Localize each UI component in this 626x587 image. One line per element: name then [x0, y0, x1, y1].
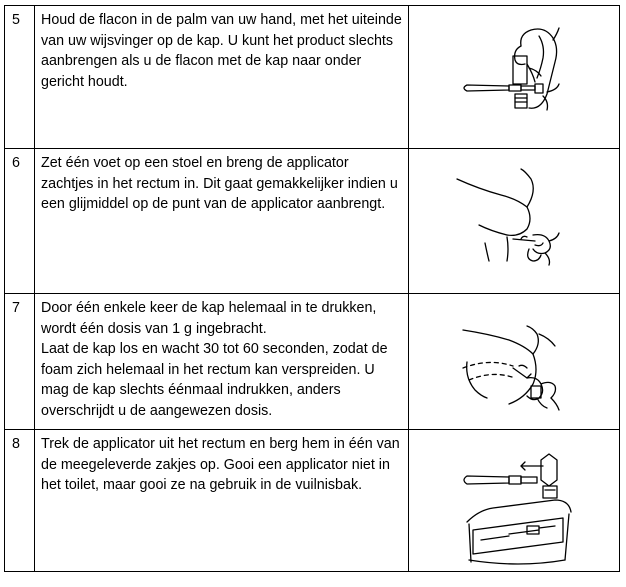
instruction-table	[4, 5, 620, 572]
step-number: 5	[12, 12, 20, 28]
pressing-cap-icon	[409, 294, 619, 429]
step-row	[5, 430, 620, 572]
applicator-disposal-icon	[409, 430, 619, 571]
step-text: Door één enkele keer de kap helemaal in te drukken, wordt één dosis van 1 g ingebracht.	[41, 300, 377, 337]
step-row	[5, 149, 620, 294]
step-row	[5, 6, 620, 149]
applicator-insertion-icon	[409, 149, 619, 293]
step-text: Zet één voet op een stoel en breng de applicator zachtjes in het rectum in. Dit gaat gemakkelijker indien u een glijmiddel op de punt van de applicator aanbrengt.	[41, 155, 398, 213]
step-number: 8	[12, 436, 20, 452]
step-row	[5, 294, 620, 430]
step-text: Houd de flacon in de palm van uw hand, met het uiteinde van uw wijsvinger op de kap. U kunt het product slechts aanbrengen als u de flacon met de kap naar onder gericht houdt.	[41, 12, 402, 90]
step-text: Laat de kap los en wacht 30 tot 60 seconden, zodat de foam zich helemaal in het rectum kan verspreiden. U mag de kap slechts éénmaal indrukken, anders overschrijdt u de aangewezen dosis.	[41, 341, 388, 419]
step-number: 7	[12, 300, 20, 316]
step-number: 6	[12, 155, 20, 171]
step-text: Trek de applicator uit het rectum en berg hem in één van de meegeleverde zakjes op. Gooi een applicator niet in het toilet, maar gooi ze na gebruik in de vuilnisbak.	[41, 436, 400, 494]
hand-holding-canister-icon	[409, 6, 619, 148]
